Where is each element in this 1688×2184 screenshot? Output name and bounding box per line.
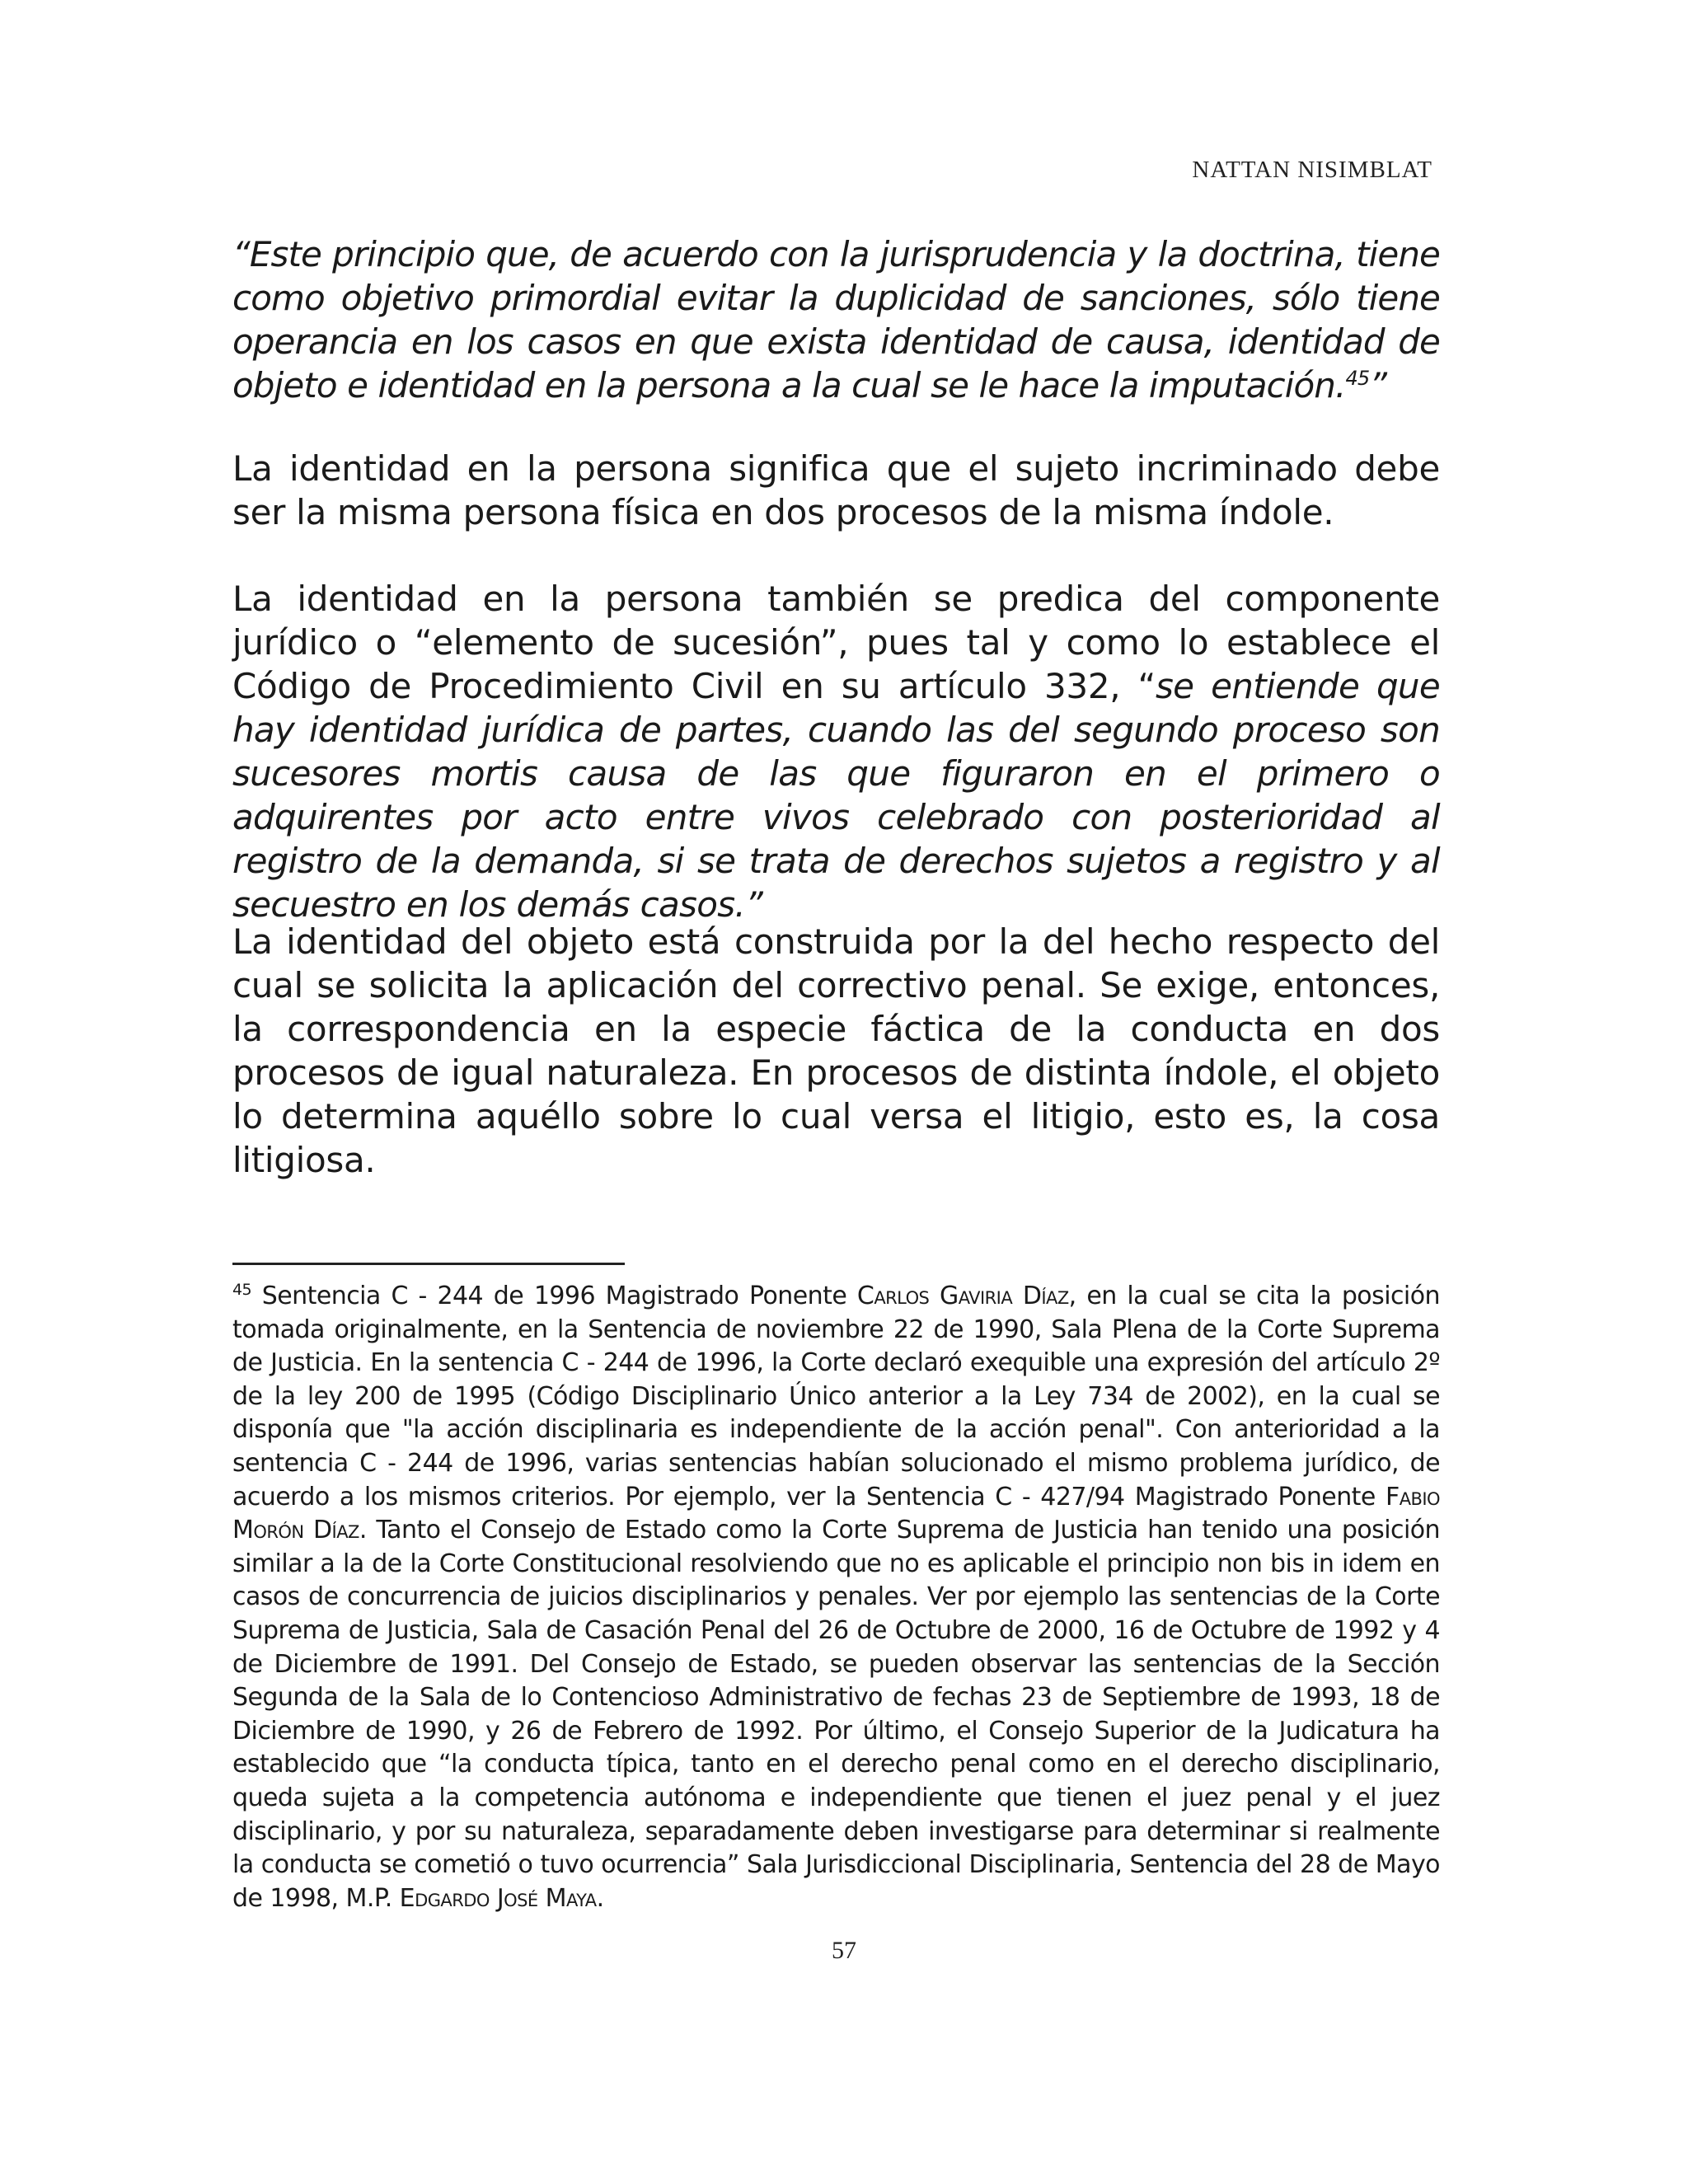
paragraph-identity-person: La identidad en la persona significa que el sujeto incriminado debe ser la misma persona física en dos procesos de la misma índole. [232, 448, 1440, 532]
block-quote-principle [232, 232, 1440, 407]
footnote-text: Sentencia C - 244 de 1996 Magistrado Ponente [251, 1282, 857, 1310]
paragraph-succession-element [232, 577, 1440, 926]
close-quote-mark: ” [1369, 365, 1387, 405]
footnote-text: , en la cual se cita la posición tomada originalmente, en la Sentencia de noviembre 22 de 1990, Sala Plena de la Corte Suprema de Justicia. En la sentencia C - 244 de 1996, la Corte declaró exequible una expresión del artículo 2º de la ley 200 de 1995 (Código Disciplinario Único anterior a la Ley 734 de 2002), en la cual se disponía que "la acción disciplinaria es independiente de la acción penal". Con anterioridad a la sentencia C - 244 de 1996, varias sentencias habían solucionado el mismo problema jurídico, de acuerdo a los mismos criterios. Por ejemplo, ver la Sentencia C - 427/94 Magistrado Ponente [232, 1282, 1440, 1511]
quote-text: Este principio que, de acuerdo con la jurisprudencia y la doctrina, tiene como objetivo primordial evitar la duplicidad de sanciones, sólo tiene operancia en los casos en que exista identidad de causa, identidad de objeto e identidad en la persona a la cual se le hace la imputación. [232, 234, 1440, 405]
footnote-text: . [596, 1883, 604, 1913]
footnote-number: 45 [232, 1281, 252, 1299]
magistrate-name: Edgardo José Maya [399, 1883, 597, 1913]
footnote-reference-45[interactable]: 45 [1345, 367, 1370, 390]
running-header: NATTAN NISIMBLAT [1192, 157, 1432, 183]
page-number: 57 [832, 1937, 856, 1964]
paragraph-text: La identidad en la persona también se predica del componente jurídico o “elemento de sucesión”, pues tal y como lo establece el Código de Procedimiento Civil en su artículo 332, “ [232, 579, 1440, 706]
open-quote-mark: “ [232, 234, 250, 274]
footnote-separator [232, 1263, 625, 1265]
paragraph-identity-object: La identidad del objeto está construida por la del hecho respecto del cual se solicita la aplicación del correctivo penal. Se exige, entonces, la correspondencia en la especie fáctica de la conducta en dos procesos de igual naturaleza. En procesos de distinta índole, el objeto lo determina aquéllo sobre lo cual versa el litigio, esto es, la cosa litigiosa. [232, 921, 1440, 1180]
magistrate-name: Fabio Morón Díaz [232, 1482, 1440, 1545]
footnote-45 [232, 1280, 1440, 1915]
magistrate-name: Carlos Gaviria Díaz [856, 1282, 1069, 1310]
footnote-text: . Tanto el Consejo de Estado como la Corte Suprema de Justicia han tenido una posición similar a la de la Corte Constitucional resolviendo que no es aplicable el principio non bis in idem en casos de concurrencia de juicios disciplinarios y penales. Ver por ejemplo las sentencias de la Corte Suprema de Justicia, Sala de Casación Penal del 26 de Octubre de 2000, 16 de Octubre de 1992 y 4 de Diciembre de 1991. Del Consejo de Estado, se pueden observar las sentencias de la Sección Segunda de la Sala de lo Contencioso Administrativo de fechas 23 de Septiembre de 1993, 18 de Diciembre de 1990, y 26 de Febrero de 1992. Por último, el Consejo Superior de la Judicatura ha establecido que “la conducta típica, tanto en el derecho penal como en el derecho disciplinario, queda sujeta a la competencia autónoma e independiente que tienen el juez penal y el juez disciplinario, y por su naturaleza, separadamente deben investigarse para determinar si realmente la conducta se cometió o tuvo ocurrencia” Sala Jurisdiccional Disciplinaria, Sentencia del 28 de Mayo de 1998, M.P. [232, 1516, 1440, 1913]
code-article-quote: se entiende que hay identidad jurídica de partes, cuando las del segundo proceso son sucesores mortis causa de las que figuraron en el primero o adquirentes por acto entre vivos celebrado con posterioridad al registro de la demanda, si se trata de derechos sujetos a registro y al secuestro en los demás casos.” [232, 666, 1440, 925]
